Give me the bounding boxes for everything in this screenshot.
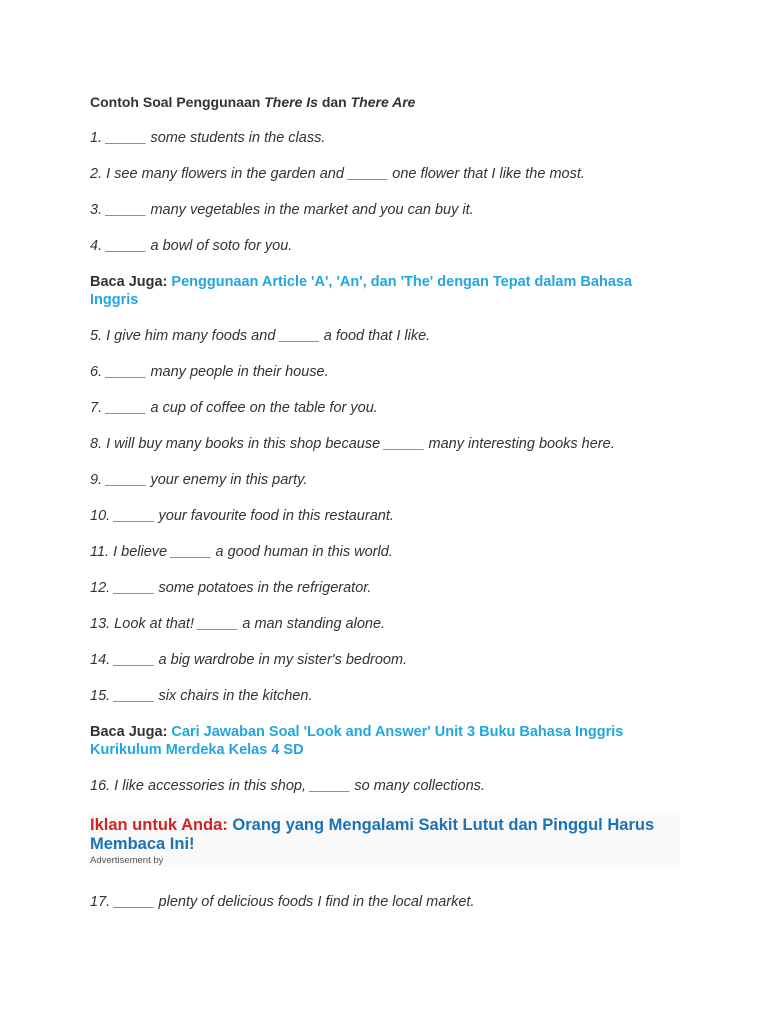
- baca-juga-2: [90, 723, 680, 759]
- ad-link[interactable]: Orang yang Mengalami Sakit Lutut dan Pinggul Harus Membaca Ini!: [90, 816, 655, 853]
- baca-juga-1: [90, 273, 680, 309]
- title-there-are: There Are: [350, 94, 416, 110]
- question-3: 3. _____ many vegetables in the market and you can buy it.: [90, 202, 474, 218]
- question-9: 9. _____ your enemy in this party.: [90, 472, 308, 488]
- question-2: 2. I see many flowers in the garden and _____ one flower that I like the most.: [90, 166, 585, 182]
- question-10: 10. _____ your favourite food in this restaurant.: [90, 508, 394, 524]
- baca-juga-label: Baca Juga:: [90, 724, 168, 740]
- ad-headline: [90, 816, 678, 854]
- question-4: 4. _____ a bowl of soto for you.: [90, 238, 293, 254]
- question-7: 7. _____ a cup of coffee on the table for you.: [90, 400, 378, 416]
- title-prefix: Contoh Soal Penggunaan: [90, 94, 265, 110]
- ad-label: Iklan untuk Anda:: [90, 816, 228, 834]
- article-content: [90, 94, 680, 929]
- question-13: 13. Look at that! _____ a man standing alone.: [90, 616, 386, 632]
- baca-juga-label: Baca Juga:: [90, 274, 168, 290]
- question-1: 1. _____ some students in the class.: [90, 130, 326, 146]
- title-mid: dan: [317, 94, 351, 110]
- question-16: 16. I like accessories in this shop, _____ so many collections.: [90, 778, 485, 794]
- baca-juga-link-1[interactable]: Penggunaan Article 'A', 'An', dan 'The' dengan Tepat dalam Bahasa Inggris: [90, 274, 633, 308]
- question-6: 6. _____ many people in their house.: [90, 364, 329, 380]
- question-12: 12. _____ some potatoes in the refrigerator.: [90, 580, 372, 596]
- question-15: 15. _____ six chairs in the kitchen.: [90, 688, 313, 704]
- question-8: 8. I will buy many books in this shop because _____ many interesting books here.: [90, 436, 615, 452]
- question-14: 14. _____ a big wardrobe in my sister's bedroom.: [90, 652, 408, 668]
- question-5: 5. I give him many foods and _____ a food that I like.: [90, 328, 431, 344]
- section-title: [90, 94, 680, 111]
- baca-juga-link-2[interactable]: Cari Jawaban Soal 'Look and Answer' Unit 3 Buku Bahasa Inggris Kurikulum Merdeka Kelas 4 SD: [90, 724, 624, 758]
- ad-block: [88, 813, 680, 867]
- title-there-is: There Is: [264, 94, 318, 110]
- ad-attribution: Advertisement by: [90, 855, 164, 866]
- question-17: 17. _____ plenty of delicious foods I find in the local market.: [90, 894, 475, 910]
- question-11: 11. I believe _____ a good human in this world.: [90, 544, 393, 560]
